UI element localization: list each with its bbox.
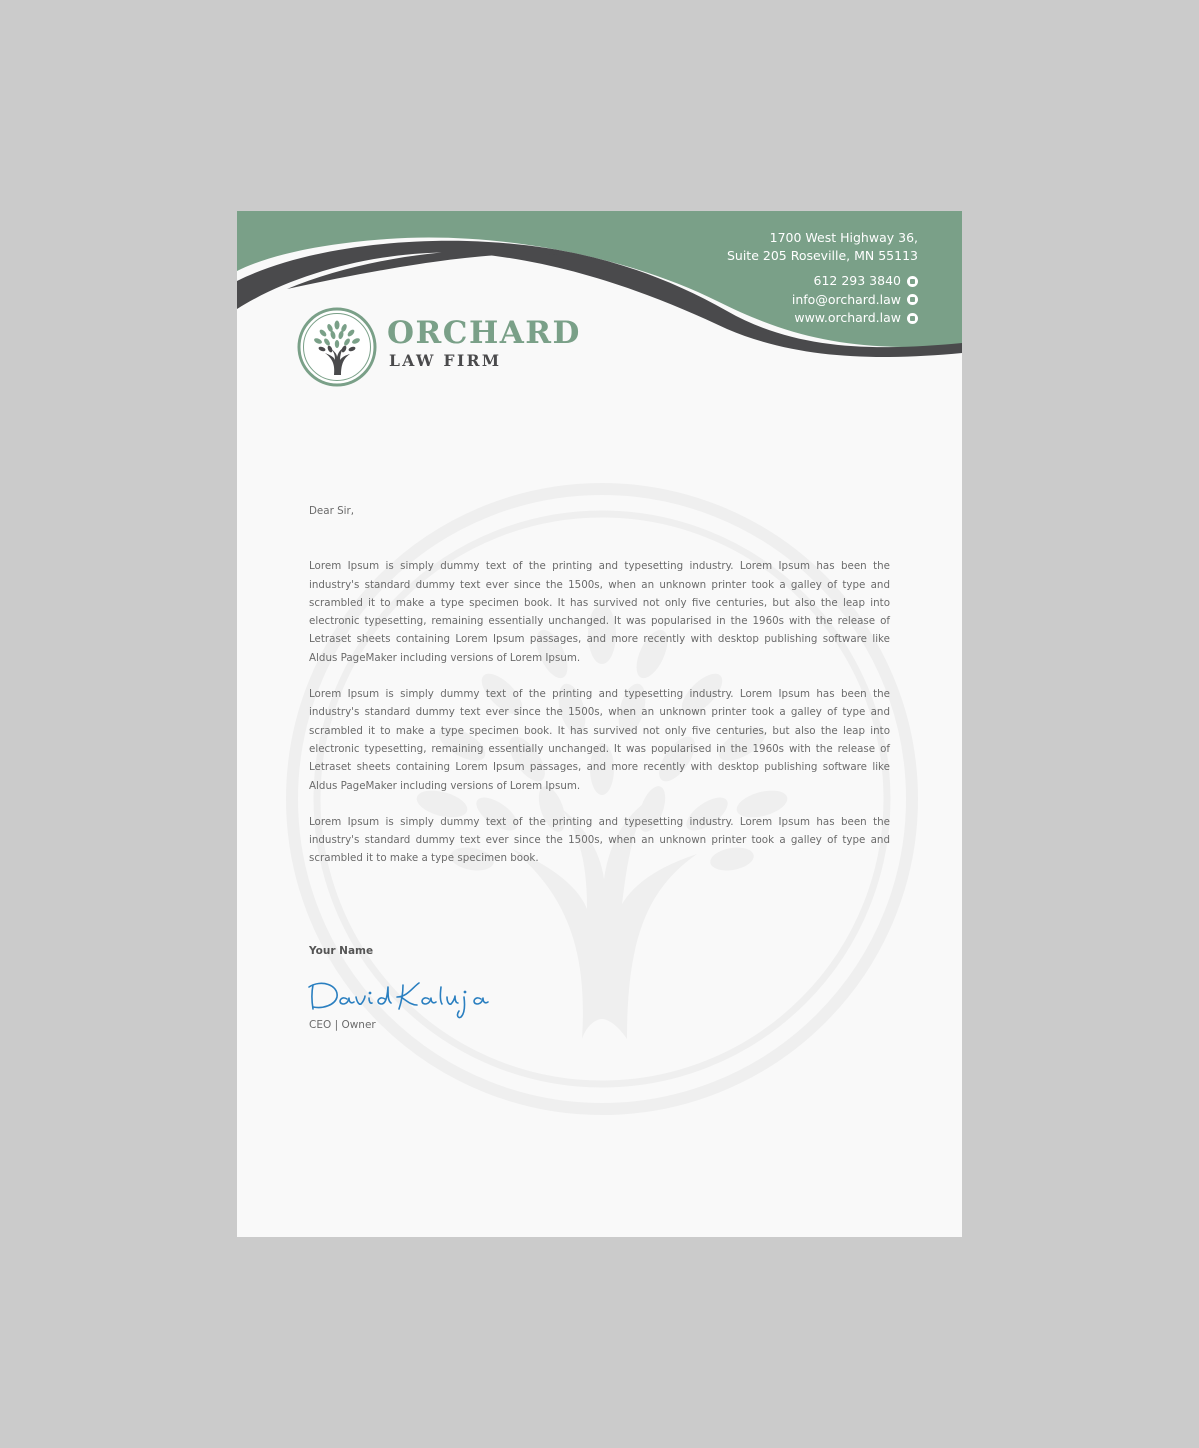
letter-greeting: Dear Sir,	[309, 505, 354, 517]
signer-role: CEO | Owner	[309, 1019, 376, 1031]
letter-paragraph-3: Lorem Ipsum is simply dummy text of the printing and typesetting industry. Lorem Ipsum has been the industry's standard dummy text ever since the 1500s, when an unknown printer took a galley of type and scrambled it to make a type specimen book.	[309, 815, 890, 865]
phone-number: 612 293 3840	[813, 273, 901, 289]
letter-body	[309, 502, 890, 886]
tree-logo-icon	[295, 305, 385, 389]
contact-block	[727, 229, 918, 328]
brand-wordmark	[387, 315, 581, 371]
email-line	[727, 291, 918, 310]
phone-line	[727, 272, 918, 291]
letterhead-page	[237, 211, 962, 1237]
email-icon	[907, 294, 918, 305]
email-address: info@orchard.law	[791, 291, 901, 307]
address-line-1: 1700 West Highway 36,	[769, 230, 918, 245]
address-line-2: Suite 205 Roseville, MN 55113	[726, 248, 918, 263]
letter-paragraph-2: Lorem Ipsum is simply dummy text of the printing and typesetting industry. Lorem Ipsum has been the industry's standard dummy text ever since the 1500s, when an unknown printer took a galley of type and scrambled it to make a type specimen book. It has survived not only five centuries, but also the leap into electronic typesetting, remaining essentially unchanged. It was popularised in the 1960s with the release of Letraset sheets containing Lorem Ipsum passages, and more recently with desktop publishing software like Aldus PageMaker including versions of Lorem Ipsum.	[309, 688, 890, 792]
phone-icon	[907, 276, 918, 287]
website-url: www.orchard.law	[794, 310, 901, 326]
brand-name: ORCHARD	[387, 315, 581, 351]
letter-paragraph-1: Lorem Ipsum is simply dummy text of the printing and typesetting industry. Lorem Ipsum has been the industry's standard dummy text ever since the 1500s, when an unknown printer took a galley of type and scrambled it to make a type specimen book. It has survived not only five centuries, but also the leap into electronic typesetting, remaining essentially unchanged. It was popularised in the 1960s with the release of Letraset sheets containing Lorem Ipsum passages, and more recently with desktop publishing software like Aldus PageMaker including versions of Lorem Ipsum.	[309, 560, 890, 664]
handwritten-signature	[307, 971, 492, 1021]
globe-icon	[907, 313, 918, 324]
signer-label: Your Name	[309, 945, 374, 957]
brand-subtitle: LAW FIRM	[389, 351, 502, 370]
website-line	[727, 309, 918, 328]
